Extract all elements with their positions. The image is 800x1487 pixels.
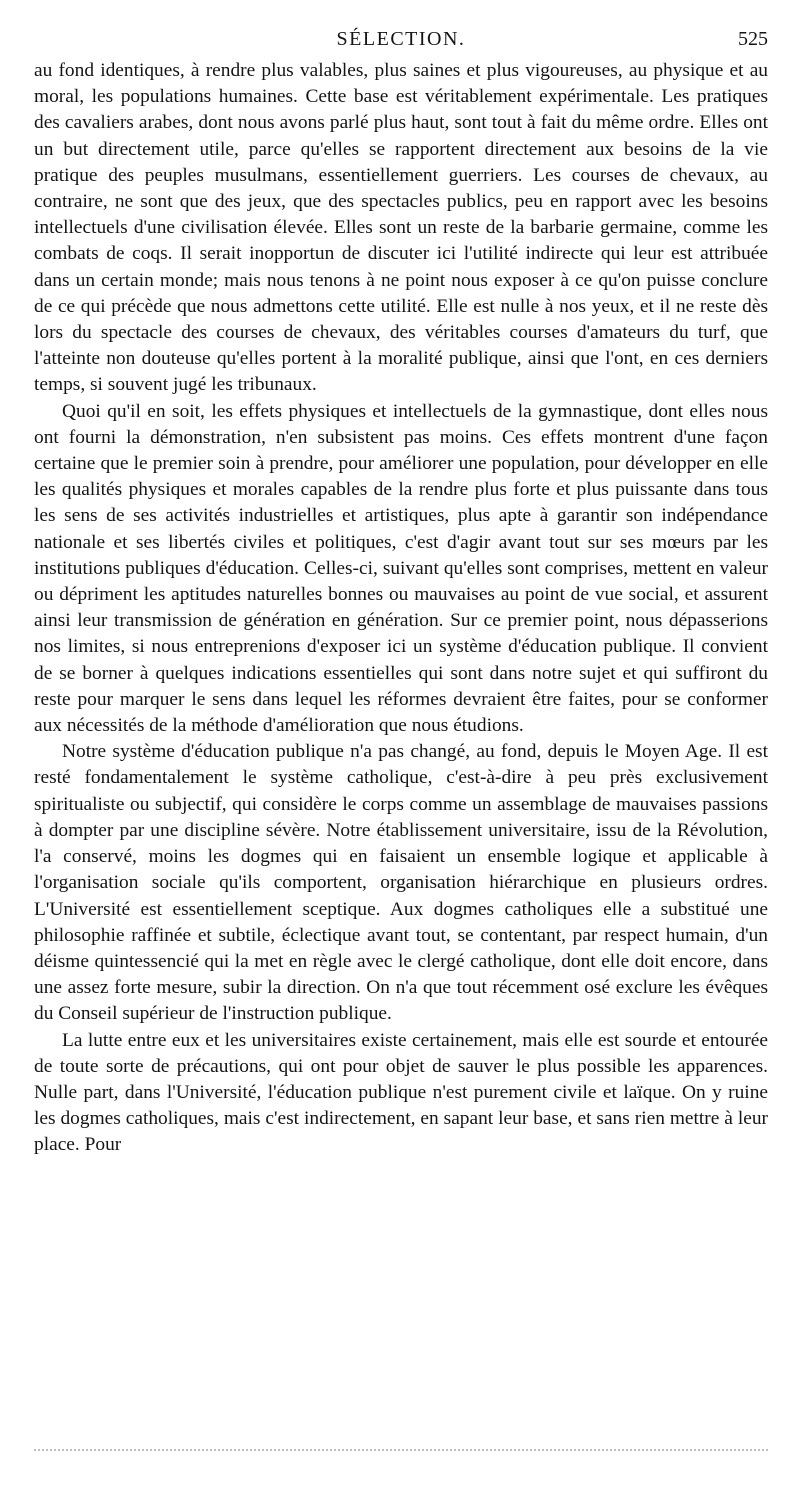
- page-header: [34, 28, 768, 54]
- paragraph-2: Quoi qu'il en soit, les effets physiques et intellectuels de la gymnastique, dont elles nous ont fourni la démonstration, n'en subsistent pas moins. Ces effets montrent d'une façon certaine que le premier soin à prendre, pour améliorer une population, pour développer en elle les qualités physiques et morales capables de la rendre plus forte et plus puissante dans tous les sens de ses activités industrielles et artistiques, plus apte à garantir son indépendance nationale et ses libertés civiles et politiques, c'est d'agir avant tout sur ses mœurs par les institutions publiques d'éducation. Celles-ci, suivant qu'elles sont comprises, mettent en valeur ou dépriment les aptitudes naturelles bonnes ou mauvaises au point de vue social, et assurent ainsi leur transmission de génération en génération. Sur ce premier point, nous dépasserions nos limites, si nous entreprenions d'exposer ici un système d'éducation publique. Il convient de se borner à quelques indications essentielles qui sont dans notre sujet et qui suffiront du reste pour marquer le sens dans lequel les réformes devraient être faites, pour se conformer aux nécessités de la méthode d'amélioration que nous étudions.: [34, 400, 768, 737]
- book-page: [34, 28, 768, 1159]
- running-title: SÉLECTION.: [336, 28, 466, 50]
- bleed-through-divider: [34, 1449, 768, 1451]
- page-number: 525: [738, 28, 768, 50]
- paragraph-4: La lutte entre eux et les universitaires existe certainement, mais elle est sourde et entourée de toute sorte de précautions, qui ont pour objet de sauver le plus possible les apparences. Nulle part, dans l'Université, l'éducation publique n'est purement civile et laïque. On y ruine les dogmes catholiques, mais c'est indirectement, en sapant leur base, et sans rien mettre à leur place. Pour: [34, 1029, 768, 1156]
- paragraph-3: Notre système d'éducation publique n'a pas changé, au fond, depuis le Moyen Age. Il est resté fondamentalement le système catholique, c'est-à-dire à peu près exclusivement spiritualiste ou subjectif, qui considère le corps comme un assemblage de mauvaises passions à dompter par une discipline sévère. Notre établissement universitaire, issu de la Révolution, l'a conservé, moins les dogmes qui en faisaient un ensemble logique et applicable à l'organisation sociale qu'ils comportent, organisation hiérarchique en plusieurs ordres. L'Université est essentiellement sceptique. Aux dogmes catholiques elle a substitué une philosophie raffinée et subtile, éclectique avant tout, se contentant, par respect humain, d'un déisme quintessencié qui la met en règle avec le clergé catholique, dont elle doit encore, dans une assez forte mesure, subir la direction. On n'a que tout récemment osé exclure les évêques du Conseil supérieur de l'instruction publique.: [34, 741, 768, 1025]
- paragraph-1: au fond identiques, à rendre plus valables, plus saines et plus vigoureuses, au physique et au moral, les populations humaines. Cette base est véritablement expérimentale. Les pratiques des cavaliers arabes, dont nous avons parlé plus haut, sont tout à fait du même ordre. Elles ont un but directement utile, parce qu'elles se rapportent directement aux besoins de la vie pratique des peuples musulmans, essentiellement guerriers. Les courses de chevaux, au contraire, ne sont que des jeux, que des spectacles publics, peu en rapport avec les besoins intellectuels d'une civilisation élevée. Elles sont un reste de la barbarie germaine, comme les combats de coqs. Il serait inopportun de discuter ici l'utilité indirecte qui leur est attribuée dans un certain monde; mais nous tenons à ne point nous exposer à ce qu'on puisse conclure de ce qui précède que nous admettons cette utilité. Elle est nulle à nos yeux, et il ne reste dès lors du spectacle des courses de chevaux, des véritables courses d'amateurs du turf, que l'atteinte non douteuse qu'elles portent à la moralité publique, ainsi que l'ont, en ces derniers temps, si souvent jugé les tribunaux.: [34, 60, 768, 396]
- body-text: [34, 58, 768, 1159]
